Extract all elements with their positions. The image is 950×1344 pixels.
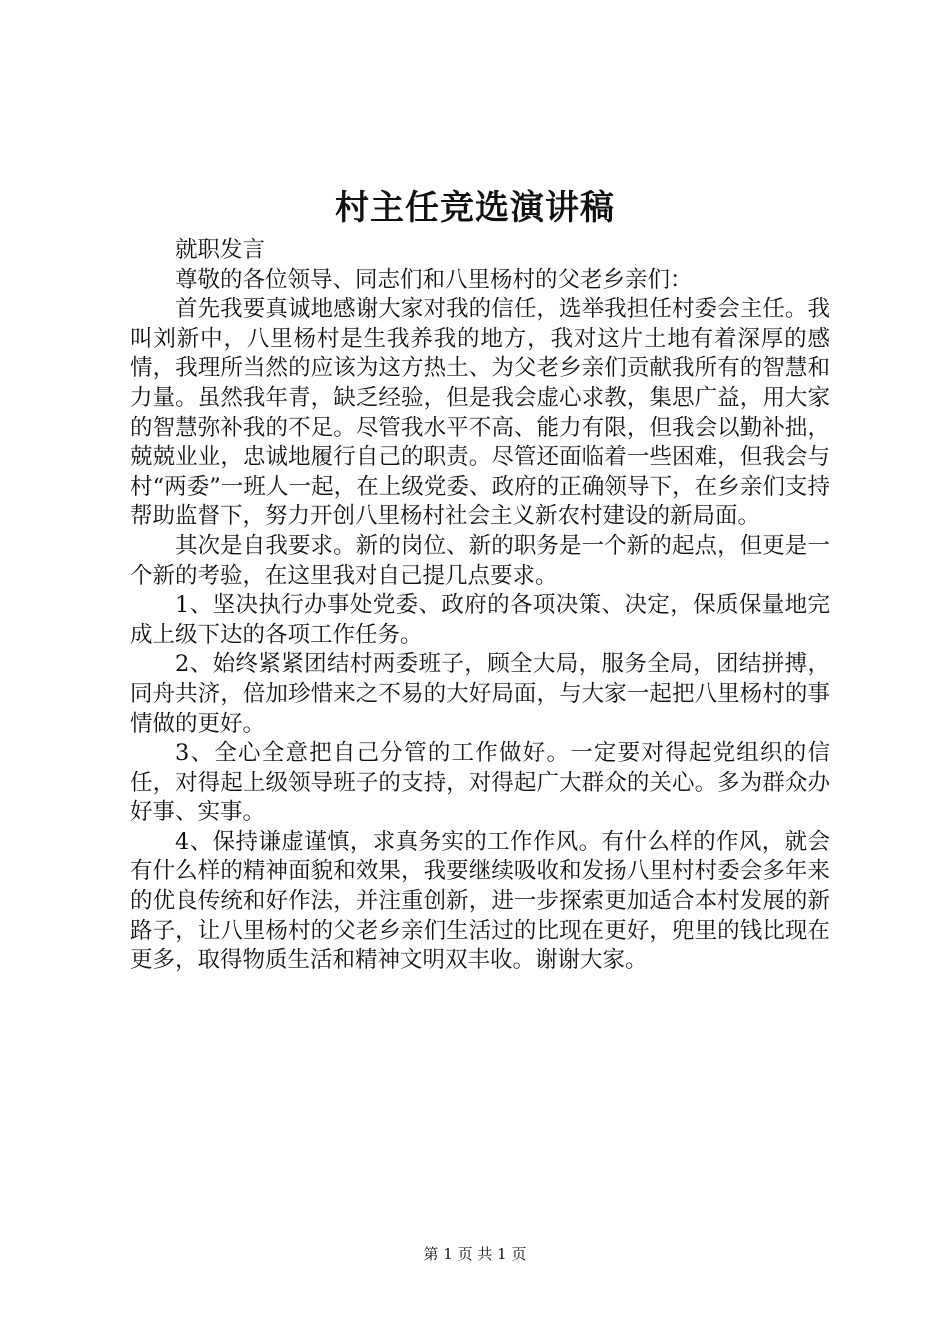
paragraph-item-1: 1、坚决执行办事处党委、政府的各项决策、决定，保质保量地完成上级下达的各项工作任务。	[130, 592, 830, 648]
paragraph-requirements: 其次是自我要求。新的岗位、新的职务是一个新的起点，但更是一个新的考验，在这里我对自己提几点要求。	[130, 532, 830, 589]
page-number-footer: 第 1 页 共 1 页	[423, 1245, 527, 1263]
document-body	[130, 236, 830, 976]
document-title: 村主任竞选演讲稿	[335, 188, 615, 228]
paragraph-item-2: 2、始终紧紧团结村两委班子，顾全大局，服务全局，团结拼搏，同舟共济，倍加珍惜来之不易的大好局面，与大家一起把八里杨村的事情做的更好。	[130, 651, 830, 737]
paragraph-salutation: 尊敬的各位领导、同志们和八里杨村的父老乡亲们：	[175, 266, 693, 293]
paragraph-item-4: 4、保持谦虚谨慎，求真务实的工作作风。有什么样的作风，就会有什么样的精神面貌和效果，我要继续吸收和发扬八里村村委会多年来的优良传统和好作法，并注重创新，进一步探索更加适合本村发展的新路子，让八里杨村的父老乡亲们生活过的比现在更好，兜里的钱比现在更多，取得物质生活和精神文明双丰收。谢谢大家。	[130, 828, 830, 974]
paragraph-intro: 首先我要真诚地感谢大家对我的信任，选举我担任村委会主任。我叫刘新中，八里杨村是生我养我的地方，我对这片土地有着深厚的感情，我理所当然的应该为这方热土、为父老乡亲们贡献我所有的智慧和力量。虽然我年青，缺乏经验，但是我会虚心求教，集思广益，用大家的智慧弥补我的不足。尽管我水平不高、能力有限，但我会以勤补拙，兢兢业业，忠诚地履行自己的职责。尽管还面临着一些困难，但我会与村“两委”一班人一起，在上级党委、政府的正确领导下，在乡亲们支持帮助监督下，努力开创八里杨村社会主义新农村建设的新局面。	[130, 296, 830, 530]
paragraph-heading: 就职发言	[175, 237, 266, 263]
paragraph-item-3: 3、全心全意把自己分管的工作做好。一定要对得起党组织的信任，对得起上级领导班子的支持，对得起广大群众的关心。多为群众办好事、实事。	[130, 740, 830, 826]
